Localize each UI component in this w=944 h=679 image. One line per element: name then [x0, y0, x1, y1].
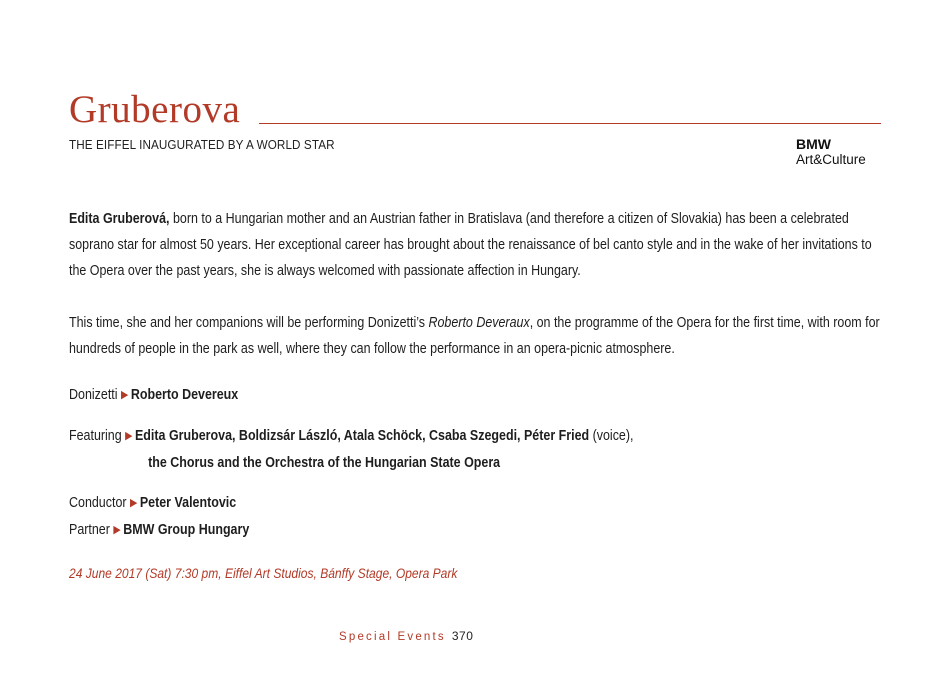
brand-sub: Art&Culture: [796, 152, 866, 167]
spacer: [69, 409, 886, 423]
title-row: [69, 88, 881, 132]
featuring-value-2: the Chorus and the Orchestra of the Hungarian State Opera: [148, 455, 501, 471]
second-before: This time, she and her companions will be performing Donizetti’s: [69, 315, 429, 331]
page-title: Gruberova: [69, 88, 241, 131]
credit-partner: [69, 517, 886, 544]
composer-value: Roberto Devereux: [130, 387, 239, 403]
conductor-value: Peter Valentovic: [139, 495, 237, 511]
credit-conductor: [69, 490, 886, 517]
intro-name: Edita Gruberová,: [69, 211, 170, 227]
intro-paragraph: [69, 206, 886, 284]
composer-label: Donizetti: [69, 387, 118, 403]
credits-block: [69, 382, 886, 544]
intro-text: born to a Hungarian mother and an Austrian father in Bratislava (and therefore a citizen of Slovakia) has been a celebrated soprano star for almost 50 years. Her exceptional career has brought about the renaissance of bel canto style and in the wake of her invitations to the Opera over the past years, she is always welcomed with passionate affection in Hungary.: [69, 211, 872, 279]
second-work: Roberto Deveraux: [428, 315, 530, 331]
arrow-icon: ▶: [113, 524, 121, 536]
spacer: [69, 476, 886, 490]
partner-value: BMW Group Hungary: [123, 522, 250, 538]
page-footer: [339, 627, 473, 645]
footer-section: Special Events: [339, 631, 446, 643]
featuring-value: Edita Gruberova, Boldizsár László, Atala Schöck, Csaba Szegedi, Péter Fried: [134, 428, 590, 444]
credit-composer: [69, 382, 886, 409]
arrow-icon: ▶: [129, 497, 138, 509]
arrow-icon: ▶: [125, 430, 133, 442]
page-number: 370: [451, 629, 474, 643]
credit-featuring: [69, 423, 886, 450]
brand-logo: [796, 137, 866, 167]
featuring-label: Featuring: [69, 428, 122, 444]
conductor-label: Conductor: [69, 495, 127, 511]
second-paragraph: [69, 310, 886, 362]
page-subtitle: THE EIFFEL INAUGURATED BY A WORLD STAR: [69, 137, 335, 152]
arrow-icon: ▶: [120, 389, 129, 401]
featuring-note: (voice),: [589, 428, 634, 444]
second-after: , on the programme of the Opera for the first time, with room for hundreds of people in the park as well, where they can follow the performance in an opera-picnic atmosphere.: [69, 315, 880, 357]
partner-label: Partner: [69, 522, 110, 538]
event-date: 24 June 2017 (Sat) 7:30 pm, Eiffel Art Studios, Bánffy Stage, Opera Park: [69, 565, 458, 581]
title-rule: [259, 123, 881, 124]
brand-name: BMW: [796, 136, 831, 152]
